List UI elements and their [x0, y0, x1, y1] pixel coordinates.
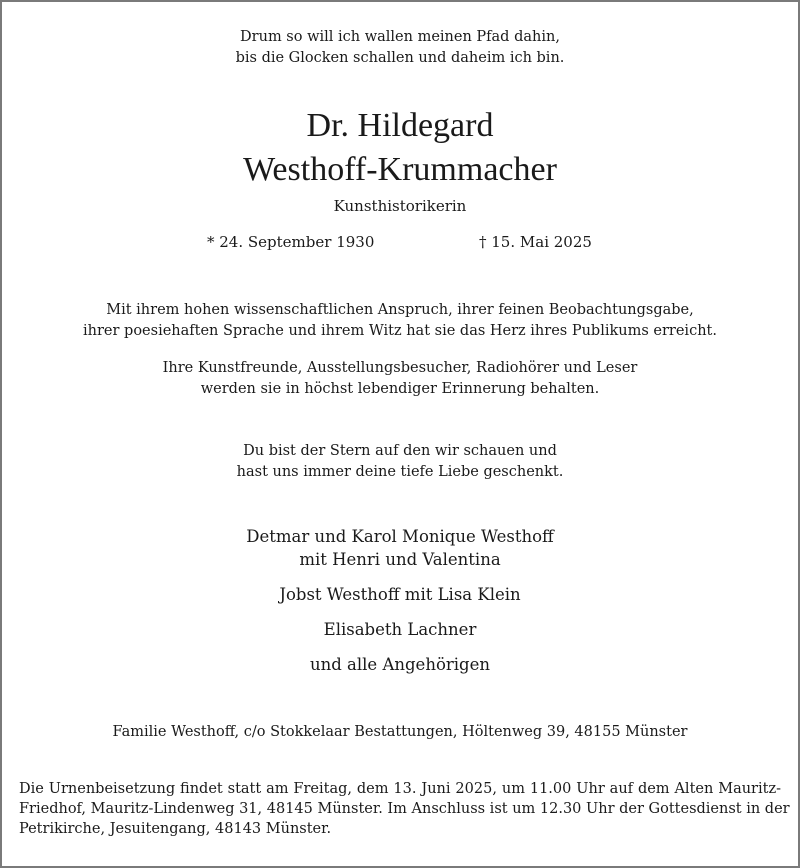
mourner-line: Detmar und Karol Monique Westhoff — [246, 527, 554, 546]
motto-verse — [0, 27, 800, 69]
service-line: Friedhof, Mauritz-Lindenweg 31, 48145 Münster. Im Anschluss ist um 12.30 Uhr der Gottesdienst in der — [19, 801, 790, 817]
mourner-line: und alle Angehörigen — [309, 655, 490, 674]
mourners-list — [0, 525, 800, 676]
motto-line: bis die Glocken schallen und daheim ich bin. — [235, 50, 565, 66]
motto-line: Drum so will ich wallen meinen Pfad dahin, — [240, 29, 560, 45]
burial-service-notice — [19, 779, 790, 839]
service-line: Die Urnenbeisetzung findet statt am Freitag, dem 13. Juni 2025, um 11.00 Uhr auf dem Alten Mauritz- — [19, 781, 781, 797]
verse-line: hast uns immer deine tiefe Liebe geschenkt. — [236, 464, 564, 480]
verse-line: Du bist der Stern auf den wir schauen und — [243, 443, 557, 459]
deceased-name — [0, 104, 800, 192]
tribute-line: ihrer poesiehaften Sprache und ihrem Witz hat sie das Herz ihres Publikums erreicht. — [83, 323, 717, 339]
contact-address: Familie Westhoff, c/o Stokkelaar Bestattungen, Höltenweg 39, 48155 Münster — [112, 724, 688, 740]
birth-date: * 24. September 1930 — [207, 233, 375, 251]
remembrance-verse — [0, 441, 800, 483]
mourner-line: Elisabeth Lachner — [323, 620, 477, 639]
tribute-paragraph — [0, 358, 800, 400]
service-line: Petrikirche, Jesuitengang, 48143 Münster. — [19, 821, 332, 837]
tribute-line: Ihre Kunstfreunde, Ausstellungsbesucher, Radiohörer und Leser — [162, 360, 638, 376]
tribute-paragraph — [0, 300, 800, 342]
deceased-name-line: Dr. Hildegard — [306, 107, 494, 144]
tribute-line: werden sie in höchst lebendiger Erinnerung behalten. — [200, 381, 600, 397]
tribute-line: Mit ihrem hohen wissenschaftlichen Anspruch, ihrer feinen Beobachtungsgabe, — [106, 302, 694, 318]
death-date: † 15. Mai 2025 — [479, 233, 592, 251]
deceased-profession: Kunsthistorikerin — [333, 197, 467, 215]
mourner-line: Jobst Westhoff mit Lisa Klein — [279, 585, 521, 604]
mourner-line: mit Henri und Valentina — [299, 550, 501, 569]
deceased-name-line: Westhoff-Krummacher — [243, 151, 557, 188]
